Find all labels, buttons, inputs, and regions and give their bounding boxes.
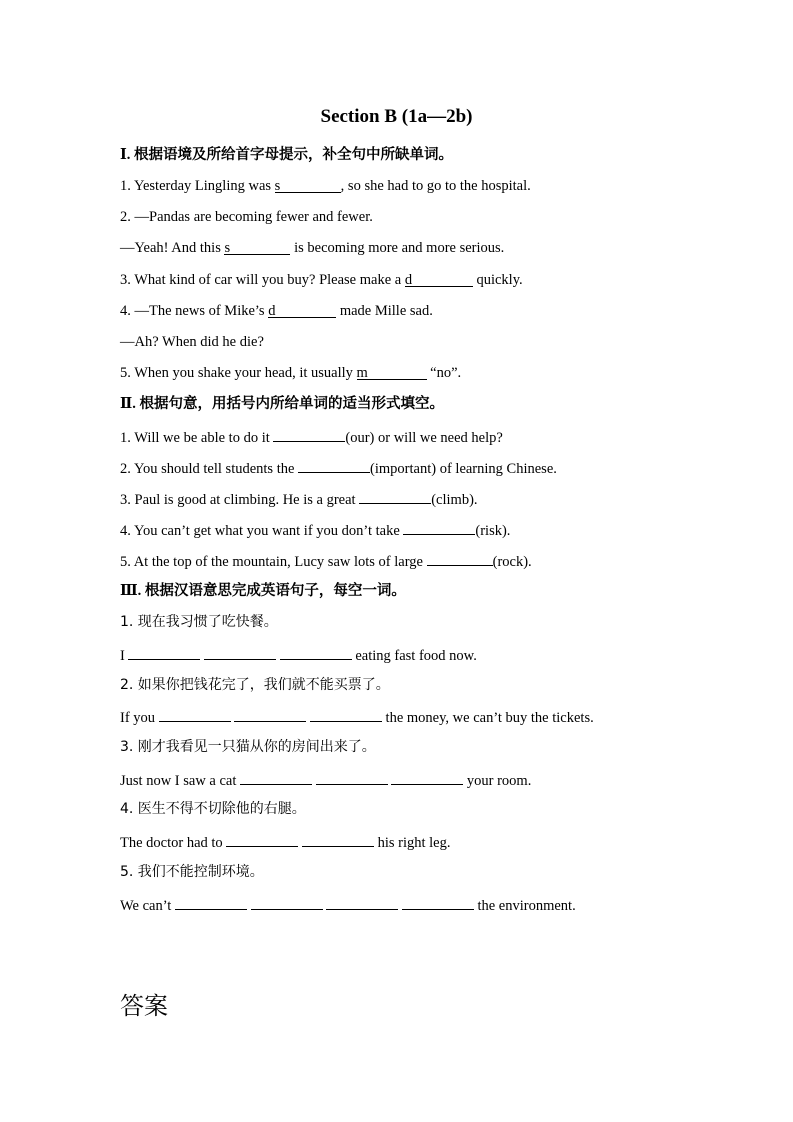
- answer-blank[interactable]: [226, 832, 298, 847]
- part2-q5: [120, 551, 532, 571]
- answer-blank[interactable]: [280, 645, 352, 660]
- q-text: his right leg.: [373, 835, 451, 851]
- q-text: 1. Yesterday Lingling was: [120, 178, 275, 194]
- part1-q3: [120, 271, 523, 289]
- part3-q2-chinese: 2. 如果你把钱花完了，我们就不能买票了。: [120, 677, 390, 693]
- hint-letter: m: [356, 365, 368, 381]
- part3-heading: Ⅲ. 根据汉语意思完成英语句子，每空一词。: [120, 583, 406, 599]
- q-text: 2. You should tell students the: [120, 461, 299, 477]
- part2-q4: [120, 520, 510, 540]
- answer-blank[interactable]: [359, 489, 431, 504]
- answer-blank[interactable]: [326, 895, 398, 910]
- q-text: your room.: [463, 773, 532, 789]
- part3-q2-english: [120, 707, 594, 727]
- q-text: 5. When you shake your head, it usually: [120, 365, 357, 381]
- q-text: the environment.: [473, 898, 576, 914]
- q-text: 3. What kind of car will you buy? Please make a: [120, 272, 405, 288]
- q-text: (rock).: [492, 554, 532, 570]
- answer-heading: 答案: [120, 992, 168, 1020]
- part3-q5-english: [120, 895, 576, 915]
- q-text: —Yeah! And this: [120, 240, 225, 256]
- q-text: Just now I saw a cat: [120, 773, 241, 789]
- answer-blank[interactable]: [128, 645, 200, 660]
- hint-letter: d: [404, 272, 413, 288]
- q-text: The doctor had to: [120, 835, 227, 851]
- q-text: If you: [120, 710, 159, 726]
- q-text: made Mille sad.: [336, 303, 433, 319]
- answer-blank[interactable]: [273, 427, 345, 442]
- part1-q5: [120, 364, 461, 382]
- q-text: 4. You can’t get what you want if you don’t take: [120, 523, 404, 539]
- q-text: 5. At the top of the mountain, Lucy saw lots of large: [120, 554, 427, 570]
- part3-q3-chinese: 3. 刚才我看见一只猫从你的房间出来了。: [120, 739, 376, 755]
- part1-q2a: 2. —Pandas are becoming fewer and fewer.: [120, 209, 373, 225]
- answer-blank[interactable]: [234, 707, 306, 722]
- hint-letter: s: [224, 240, 231, 256]
- answer-blank[interactable]: [240, 770, 312, 785]
- q-text: I: [120, 648, 129, 664]
- answer-blank[interactable]: [224, 239, 290, 255]
- part2-q1: [120, 427, 503, 447]
- part2-heading: Ⅱ. 根据句意，用括号内所给单词的适当形式填空。: [120, 396, 444, 412]
- answer-blank[interactable]: [405, 271, 473, 287]
- part3-q1-english: [120, 645, 477, 665]
- q-text: 3. Paul is good at climbing. He is a great: [120, 492, 360, 508]
- answer-blank[interactable]: [159, 707, 231, 722]
- q-text: (important) of learning Chinese.: [370, 461, 557, 477]
- part2-q2: [120, 458, 557, 478]
- q-text: is becoming more and more serious.: [290, 240, 505, 256]
- part1-q4b: —Ah? When did he die?: [120, 334, 264, 350]
- page-title: Section B (1a—2b): [320, 106, 473, 127]
- answer-blank[interactable]: [268, 302, 336, 318]
- answer-blank[interactable]: [175, 895, 247, 910]
- answer-blank[interactable]: [427, 551, 493, 566]
- part3-q4-english: [120, 832, 450, 852]
- answer-blank[interactable]: [298, 458, 370, 473]
- part1-q1: [120, 177, 531, 195]
- q-text: quickly.: [472, 272, 523, 288]
- q-text: 4. —The news of Mike’s: [120, 303, 269, 319]
- answer-blank[interactable]: [310, 707, 382, 722]
- answer-blank[interactable]: [391, 770, 463, 785]
- answer-blank[interactable]: [204, 645, 276, 660]
- part3-q5-chinese: 5. 我们不能控制环境。: [120, 864, 264, 880]
- q-text: (climb).: [431, 492, 478, 508]
- q-text: , so she had to go to the hospital.: [340, 178, 531, 194]
- q-text: the money, we can’t buy the tickets.: [381, 710, 594, 726]
- answer-blank[interactable]: [302, 832, 374, 847]
- part1-q2b: [120, 239, 504, 257]
- q-text: eating fast food now.: [351, 648, 477, 664]
- answer-blank[interactable]: [251, 895, 323, 910]
- part1-q4a: [120, 302, 433, 320]
- answer-blank[interactable]: [316, 770, 388, 785]
- q-text: (risk).: [475, 523, 511, 539]
- part3-q3-english: [120, 770, 531, 790]
- answer-blank[interactable]: [357, 364, 427, 380]
- q-text: We can’t: [120, 898, 175, 914]
- q-text: (our) or will we need help?: [345, 430, 503, 446]
- part3-q4-chinese: 4. 医生不得不切除他的右腿。: [120, 801, 306, 817]
- part3-q1-chinese: 1. 现在我习惯了吃快餐。: [120, 614, 278, 630]
- answer-blank[interactable]: [403, 520, 475, 535]
- answer-blank[interactable]: [275, 177, 341, 193]
- hint-letter: s: [274, 178, 281, 194]
- hint-letter: d: [268, 303, 276, 319]
- part2-q3: [120, 489, 478, 509]
- q-text: 1. Will we be able to do it: [120, 430, 274, 446]
- part1-heading: Ⅰ. 根据语境及所给首字母提示，补全句中所缺单词。: [120, 147, 454, 163]
- q-text: “no”.: [426, 365, 462, 381]
- answer-blank[interactable]: [402, 895, 474, 910]
